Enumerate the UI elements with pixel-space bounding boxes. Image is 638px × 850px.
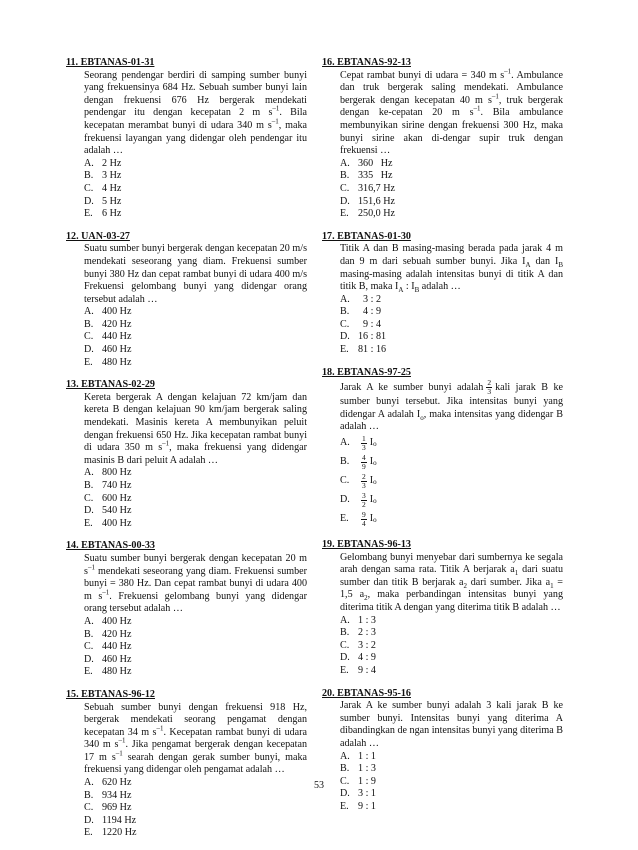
- option-c: C. 600 Hz: [84, 492, 132, 504]
- question-title: 11. EBTANAS-01-31: [66, 57, 155, 68]
- page-number: 53: [314, 780, 324, 791]
- question-16: [322, 57, 563, 221]
- option-d: D. 16 : 81: [340, 331, 387, 343]
- option-e: E. 81 : 16: [340, 344, 387, 356]
- question-14: [66, 540, 307, 679]
- option-c: C. 1 : 9: [340, 775, 376, 787]
- option-a: A. 3 : 2: [340, 293, 381, 305]
- option-d: D. 540 Hz: [84, 505, 132, 517]
- question-20: [322, 688, 563, 814]
- question-text: Suatu sumber bunyi bergerak dengan kecepatan 20 m $s^{-1}$ mendekati seseorang yang diam. Frekuensi sumber bunyi = 380 Hz. Dan cepat rambat bunyi di udara 400 m $s^{-1}$. Frekuensi gelombang bunyi yang didengar orang tersebut adalah …: [84, 552, 307, 615]
- question-text: Jarak A ke sumber bunyi adalah 3 kali jarak B ke sumber bunyi. Intensitas bunyi yang diterima A dibandingkan de ngan intensitas bunyi yang diterima B adalah …: [340, 700, 563, 749]
- question-text: Gelombang bunyi menyebar dari sumbernya ke segala arah dengan sama rata. Titik A berjarak $a_1$ dari suatu sumber dan titik B berjarak $a_2$ dari sumber. Jika $a_1 = 1,5$ $a_2$, maka perbandingan intensitas bunyi yang diterima titik A dengan yang diterima titik B adalah …: [340, 551, 564, 613]
- question-text: Suatu sumber bunyi bergerak dengan kecepatan 20 m/s mendekati seseorang yang diam. Frekuensi sumber bunyi 380 Hz dan cepat rambat bunyi di udara 400 m/s Frekuensi gelombang bunyi yang didengar orang tersebut adalah …: [84, 243, 307, 305]
- question-title: 15. EBTANAS-96-12: [66, 688, 155, 700]
- question-title: 17. EBTANAS-01-30: [322, 230, 411, 242]
- option-b: B. 4 : 9: [340, 306, 381, 318]
- option-a: A. 400 Hz: [84, 615, 132, 627]
- option-d: D. 151,6 Hz: [340, 195, 396, 207]
- option-e: E. 400 Hz: [84, 517, 132, 529]
- option-d: D. 460 Hz: [84, 344, 132, 356]
- question-text: Kereta bergerak A dengan kelajuan 72 km/jam dan kereta B dengan kelajuan 90 km/jam bergerak saling mendekati. Masinis kereta A membunyikan peluit dengan frekuensi 650 Hz. Jika kecepatan rambat bunyi di udara 350 m $s^{-1}$, maka frekuensi yang didengar masinis B dari peluit A adalah …: [84, 391, 307, 466]
- option-a: A. 360 Hz: [340, 157, 393, 169]
- left-column: [66, 57, 307, 850]
- question-title: 19. EBTANAS-96-13: [322, 539, 411, 551]
- question-15: [66, 689, 307, 840]
- option-d: D. 1194 Hz: [84, 814, 137, 826]
- option-b: B. 740 Hz: [84, 480, 132, 491]
- options: [322, 294, 563, 357]
- question-title: 13. EBTANAS-02-29: [66, 379, 155, 391]
- question-title: 12. UAN-03-27: [66, 230, 130, 242]
- option-b: B. 335 Hz: [340, 170, 393, 182]
- option-b: B. $\frac{4}{9}$ I o: [340, 453, 377, 472]
- question-17: [322, 231, 563, 357]
- options: [66, 306, 307, 369]
- options: [322, 434, 563, 529]
- fraction: $\frac{2}{3}$: [487, 378, 492, 397]
- right-column: [322, 57, 563, 824]
- question-text: Seorang pendengar berdiri di samping sumber bunyi yang frekuensinya 684 Hz. Sebuah sumber bunyi lain dengan frekuensi 676 Hz bergerak mendekati pendengar itu dengan kecepatan 2 m $s^{-1}$. Bila kecepatan merambat bunyi di udara 340 m $s^{-1}$, maka frekuensi layangan yang didengar oleh pendengar itu adalah …: [84, 69, 308, 157]
- option-e: E. 1220 Hz: [84, 827, 137, 839]
- question-text: Sebuah sumber bunyi dengan frekuensi 918 Hz, bergerak mendekati seorang pengamat dengan kecepatan 34 m $s^{-1}$. Kecepatan rambat bunyi di udara 340 m $s^{-1}$. Jika pengamat bergerak dengan kecepatan 17 m $s^{-1}$ searah dengan gerak sumber bunyi, maka frekuensi yang didengar oleh pengamat adalah …: [84, 701, 307, 776]
- question-13: [66, 379, 307, 530]
- options: [66, 616, 307, 679]
- question-text: Jarak A ke sumber bunyi adalah $\frac{2}{3}$ kali jarak B ke sumber bunyi tersebut. Jika intensitas bunyi yang didengar A adalah $I_o$, maka intensitas yang didengar B adalah …: [340, 378, 564, 433]
- option-e: E. 480 Hz: [84, 356, 132, 368]
- option-e: E. 9 : 1: [340, 800, 376, 812]
- option-b: B. 420 Hz: [84, 318, 132, 330]
- option-a: A. 400 Hz: [84, 306, 132, 318]
- option-c: C. 316,7 Hz: [340, 182, 396, 194]
- option-a: A. 2 Hz: [84, 157, 122, 169]
- option-b: B. 3 Hz: [84, 170, 122, 182]
- option-e: E. 6 Hz: [84, 208, 122, 220]
- options: [322, 158, 563, 221]
- option-e: E. 480 Hz: [84, 666, 132, 678]
- option-c: C. 440 Hz: [84, 641, 132, 653]
- question-title: 20. EBTANAS-95-16: [322, 687, 411, 699]
- question-text: Titik A dan B masing-masing berada pada jarak 4 m dan 9 m dari sebuah sumber bunyi. Jika $I_A$ dan $I_B$ masing-masing adalah intensitas bunyi di titik A dan titik B, maka $I_A$ : $I_B$ adalah …: [340, 243, 564, 295]
- option-a: A. 620 Hz: [84, 777, 132, 789]
- options: [66, 158, 307, 221]
- option-e: E. 250,0 Hz: [340, 208, 396, 220]
- option-d: D. 4 : 9: [340, 652, 376, 664]
- question-12: [66, 231, 307, 370]
- options: [322, 615, 563, 678]
- question-title: 18. EBTANAS-97-25: [322, 366, 411, 378]
- question-18: [322, 367, 563, 529]
- option-d: D. 460 Hz: [84, 653, 132, 665]
- question-title: 14. EBTANAS-00-33: [66, 540, 155, 552]
- option-b: B. 934 Hz: [84, 789, 132, 801]
- option-c: C. 440 Hz: [84, 331, 132, 343]
- option-c: C. $\frac{2}{3}$ I o: [340, 472, 377, 491]
- question-11: [66, 57, 307, 221]
- option-b: B. 420 Hz: [84, 628, 132, 640]
- option-c: C. 9 : 4: [340, 318, 381, 330]
- option-d: D. 3 : 1: [340, 788, 376, 800]
- question-19: [322, 539, 563, 678]
- option-c: C. 3 : 2: [340, 639, 376, 651]
- option-a: A. $\frac{1}{3}$ I o: [340, 434, 377, 453]
- option-a: A. 800 Hz: [84, 467, 132, 479]
- option-a: A. 1 : 1: [340, 750, 376, 762]
- option-c: C. 4 Hz: [84, 182, 122, 194]
- option-e: E. 9 : 4: [340, 664, 376, 676]
- option-d: D. $\frac{3}{2}$ I o: [340, 491, 377, 510]
- question-title: 16. EBTANAS-92-13: [322, 57, 411, 68]
- option-a: A. 1 : 3: [340, 614, 376, 626]
- options: [66, 467, 307, 530]
- option-b: B. 2 : 3: [340, 627, 376, 639]
- option-b: B. 1 : 3: [340, 763, 376, 775]
- question-text: Cepat rambat bunyi di udara = 340 m $s^{-1}$. Ambulance dan truk bergerak saling mendekati. Ambulance bergerak dengan kecepatan 40 m $s^{-1}$, truk bergerak dengan ke-cepatan 20 m $s^{-1}$. Bila ambulance membunyikan sirine dengan frekuensi 300 Hz, maka bunyi sirine akan di-dengar supir truk dengan frekuensi …: [340, 67, 563, 157]
- option-e: E. $\frac{9}{4}$ I o: [340, 510, 377, 529]
- option-d: D. 5 Hz: [84, 195, 122, 207]
- option-c: C. 969 Hz: [84, 802, 132, 814]
